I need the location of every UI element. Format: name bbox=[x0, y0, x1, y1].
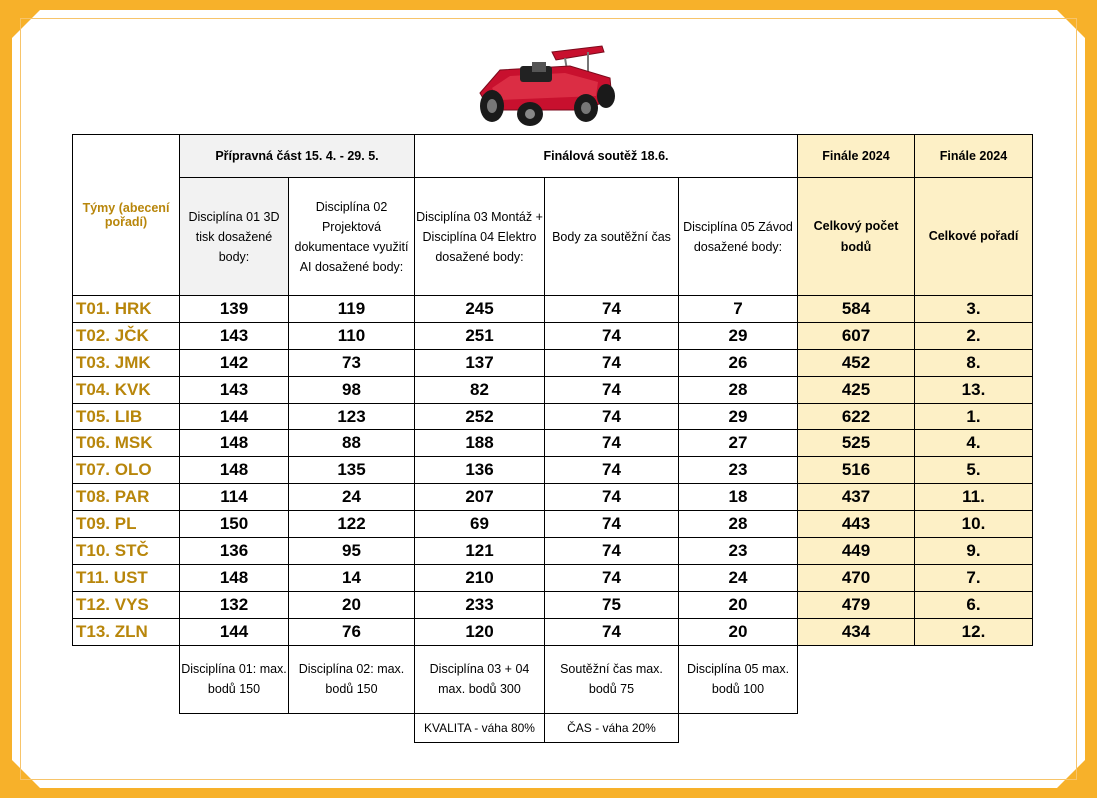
table-row bbox=[73, 538, 1033, 565]
score-total: 622 bbox=[798, 403, 915, 430]
score-d02: 110 bbox=[289, 322, 415, 349]
score-time: 74 bbox=[545, 511, 679, 538]
score-total: 449 bbox=[798, 538, 915, 565]
score-time: 74 bbox=[545, 376, 679, 403]
team-name: T03. JMK bbox=[73, 349, 180, 376]
col-header-d02: Disciplína 02 Projektová dokumentace využití AI dosažené body: bbox=[289, 178, 415, 296]
score-total: 425 bbox=[798, 376, 915, 403]
score-d02: 88 bbox=[289, 430, 415, 457]
score-total: 434 bbox=[798, 618, 915, 645]
score-d05: 27 bbox=[679, 430, 798, 457]
score-d0304: 233 bbox=[415, 591, 545, 618]
score-d05: 23 bbox=[679, 457, 798, 484]
overall-rank: 8. bbox=[915, 349, 1033, 376]
score-d02: 135 bbox=[289, 457, 415, 484]
overall-rank: 4. bbox=[915, 430, 1033, 457]
results-body bbox=[73, 296, 1033, 646]
team-name: T07. OLO bbox=[73, 457, 180, 484]
score-d01: 144 bbox=[180, 618, 289, 645]
col-header-d0304: Disciplína 03 Montáž + Disciplína 04 Elektro dosažené body: bbox=[415, 178, 545, 296]
col-header-d01: Disciplína 01 3D tisk dosažené body: bbox=[180, 178, 289, 296]
score-d01: 148 bbox=[180, 430, 289, 457]
score-total: 584 bbox=[798, 296, 915, 323]
score-d05: 23 bbox=[679, 538, 798, 565]
score-time: 74 bbox=[545, 322, 679, 349]
footer-spacer bbox=[798, 645, 915, 713]
overall-rank: 12. bbox=[915, 618, 1033, 645]
score-d0304: 245 bbox=[415, 296, 545, 323]
score-d02: 122 bbox=[289, 511, 415, 538]
score-d02: 14 bbox=[289, 564, 415, 591]
score-total: 452 bbox=[798, 349, 915, 376]
overall-rank: 7. bbox=[915, 564, 1033, 591]
footer-spacer bbox=[679, 713, 798, 742]
score-d0304: 252 bbox=[415, 403, 545, 430]
final2024-header-total: Finále 2024 bbox=[798, 135, 915, 178]
overall-rank: 9. bbox=[915, 538, 1033, 565]
score-d01: 143 bbox=[180, 376, 289, 403]
table-row bbox=[73, 376, 1033, 403]
prep-phase-header: Přípravná část 15. 4. - 29. 5. bbox=[180, 135, 415, 178]
score-d0304: 251 bbox=[415, 322, 545, 349]
footer-spacer bbox=[915, 645, 1033, 713]
final-competition-header: Finálová soutěž 18.6. bbox=[415, 135, 798, 178]
overall-rank: 3. bbox=[915, 296, 1033, 323]
overall-rank: 6. bbox=[915, 591, 1033, 618]
team-name: T08. PAR bbox=[73, 484, 180, 511]
score-d02: 73 bbox=[289, 349, 415, 376]
table-row bbox=[73, 322, 1033, 349]
footer-max-d02: Disciplína 02: max. bodů 150 bbox=[289, 645, 415, 713]
score-d0304: 69 bbox=[415, 511, 545, 538]
score-d01: 144 bbox=[180, 403, 289, 430]
table-row bbox=[73, 430, 1033, 457]
footer-spacer bbox=[915, 713, 1033, 742]
score-d01: 142 bbox=[180, 349, 289, 376]
score-d05: 29 bbox=[679, 322, 798, 349]
col-header-time: Body za soutěžní čas bbox=[545, 178, 679, 296]
team-name: T10. STČ bbox=[73, 538, 180, 565]
score-d05: 24 bbox=[679, 564, 798, 591]
table-row bbox=[73, 349, 1033, 376]
table-row bbox=[73, 591, 1033, 618]
footer-max-d05: Disciplína 05 max. bodů 100 bbox=[679, 645, 798, 713]
overall-rank: 10. bbox=[915, 511, 1033, 538]
team-name: T06. MSK bbox=[73, 430, 180, 457]
col-header-d05: Disciplína 05 Závod dosažené body: bbox=[679, 178, 798, 296]
score-d05: 18 bbox=[679, 484, 798, 511]
results-table bbox=[72, 134, 1033, 743]
score-total: 516 bbox=[798, 457, 915, 484]
score-d02: 119 bbox=[289, 296, 415, 323]
final2024-header-rank: Finále 2024 bbox=[915, 135, 1033, 178]
score-time: 74 bbox=[545, 403, 679, 430]
score-time: 74 bbox=[545, 564, 679, 591]
score-d02: 76 bbox=[289, 618, 415, 645]
table-row bbox=[73, 403, 1033, 430]
table-row bbox=[73, 484, 1033, 511]
weight-quality: KVALITA - váha 80% bbox=[415, 713, 545, 742]
score-time: 74 bbox=[545, 618, 679, 645]
score-time: 74 bbox=[545, 484, 679, 511]
score-d01: 136 bbox=[180, 538, 289, 565]
score-time: 74 bbox=[545, 296, 679, 323]
score-total: 443 bbox=[798, 511, 915, 538]
score-d05: 28 bbox=[679, 511, 798, 538]
score-d01: 150 bbox=[180, 511, 289, 538]
score-d0304: 210 bbox=[415, 564, 545, 591]
score-d01: 132 bbox=[180, 591, 289, 618]
score-d05: 20 bbox=[679, 618, 798, 645]
score-d02: 98 bbox=[289, 376, 415, 403]
footer-max-time: Soutěžní čas max. bodů 75 bbox=[545, 645, 679, 713]
score-total: 607 bbox=[798, 322, 915, 349]
table-row bbox=[73, 457, 1033, 484]
score-total: 479 bbox=[798, 591, 915, 618]
score-total: 525 bbox=[798, 430, 915, 457]
score-time: 74 bbox=[545, 538, 679, 565]
footer-spacer bbox=[798, 713, 915, 742]
footer-spacer bbox=[73, 645, 180, 713]
overall-rank: 5. bbox=[915, 457, 1033, 484]
score-d0304: 207 bbox=[415, 484, 545, 511]
score-d05: 20 bbox=[679, 591, 798, 618]
team-name: T01. HRK bbox=[73, 296, 180, 323]
overall-rank: 1. bbox=[915, 403, 1033, 430]
score-d02: 95 bbox=[289, 538, 415, 565]
team-name: T13. ZLN bbox=[73, 618, 180, 645]
score-d0304: 136 bbox=[415, 457, 545, 484]
score-d0304: 137 bbox=[415, 349, 545, 376]
overall-rank: 13. bbox=[915, 376, 1033, 403]
team-column-header: Týmy (abecení pořadí) bbox=[73, 135, 180, 296]
score-total: 437 bbox=[798, 484, 915, 511]
score-time: 75 bbox=[545, 591, 679, 618]
table-row bbox=[73, 511, 1033, 538]
score-d0304: 82 bbox=[415, 376, 545, 403]
team-name: T12. VYS bbox=[73, 591, 180, 618]
col-header-rank: Celkové pořadí bbox=[915, 178, 1033, 296]
overall-rank: 11. bbox=[915, 484, 1033, 511]
score-time: 74 bbox=[545, 430, 679, 457]
team-name: T11. UST bbox=[73, 564, 180, 591]
footer-spacer bbox=[289, 713, 415, 742]
footer-spacer bbox=[73, 713, 180, 742]
score-total: 470 bbox=[798, 564, 915, 591]
score-d02: 123 bbox=[289, 403, 415, 430]
score-d01: 114 bbox=[180, 484, 289, 511]
score-d01: 143 bbox=[180, 322, 289, 349]
table-row bbox=[73, 564, 1033, 591]
score-d05: 26 bbox=[679, 349, 798, 376]
score-d02: 20 bbox=[289, 591, 415, 618]
score-d0304: 120 bbox=[415, 618, 545, 645]
rc-car-logo bbox=[470, 38, 620, 128]
score-time: 74 bbox=[545, 457, 679, 484]
team-name: T04. KVK bbox=[73, 376, 180, 403]
score-d05: 28 bbox=[679, 376, 798, 403]
footer-spacer bbox=[180, 713, 289, 742]
score-d05: 7 bbox=[679, 296, 798, 323]
overall-rank: 2. bbox=[915, 322, 1033, 349]
score-d0304: 188 bbox=[415, 430, 545, 457]
score-d01: 139 bbox=[180, 296, 289, 323]
score-d05: 29 bbox=[679, 403, 798, 430]
score-d01: 148 bbox=[180, 457, 289, 484]
team-name: T02. JČK bbox=[73, 322, 180, 349]
col-header-total: Celkový počet bodů bbox=[798, 178, 915, 296]
score-d01: 148 bbox=[180, 564, 289, 591]
weight-time: ČAS - váha 20% bbox=[545, 713, 679, 742]
score-time: 74 bbox=[545, 349, 679, 376]
table-row bbox=[73, 296, 1033, 323]
team-name: T09. PL bbox=[73, 511, 180, 538]
footer-max-d0304: Disciplína 03 + 04 max. bodů 300 bbox=[415, 645, 545, 713]
score-d02: 24 bbox=[289, 484, 415, 511]
footer-max-d01: Disciplína 01: max. bodů 150 bbox=[180, 645, 289, 713]
table-row bbox=[73, 618, 1033, 645]
team-name: T05. LIB bbox=[73, 403, 180, 430]
score-d0304: 121 bbox=[415, 538, 545, 565]
